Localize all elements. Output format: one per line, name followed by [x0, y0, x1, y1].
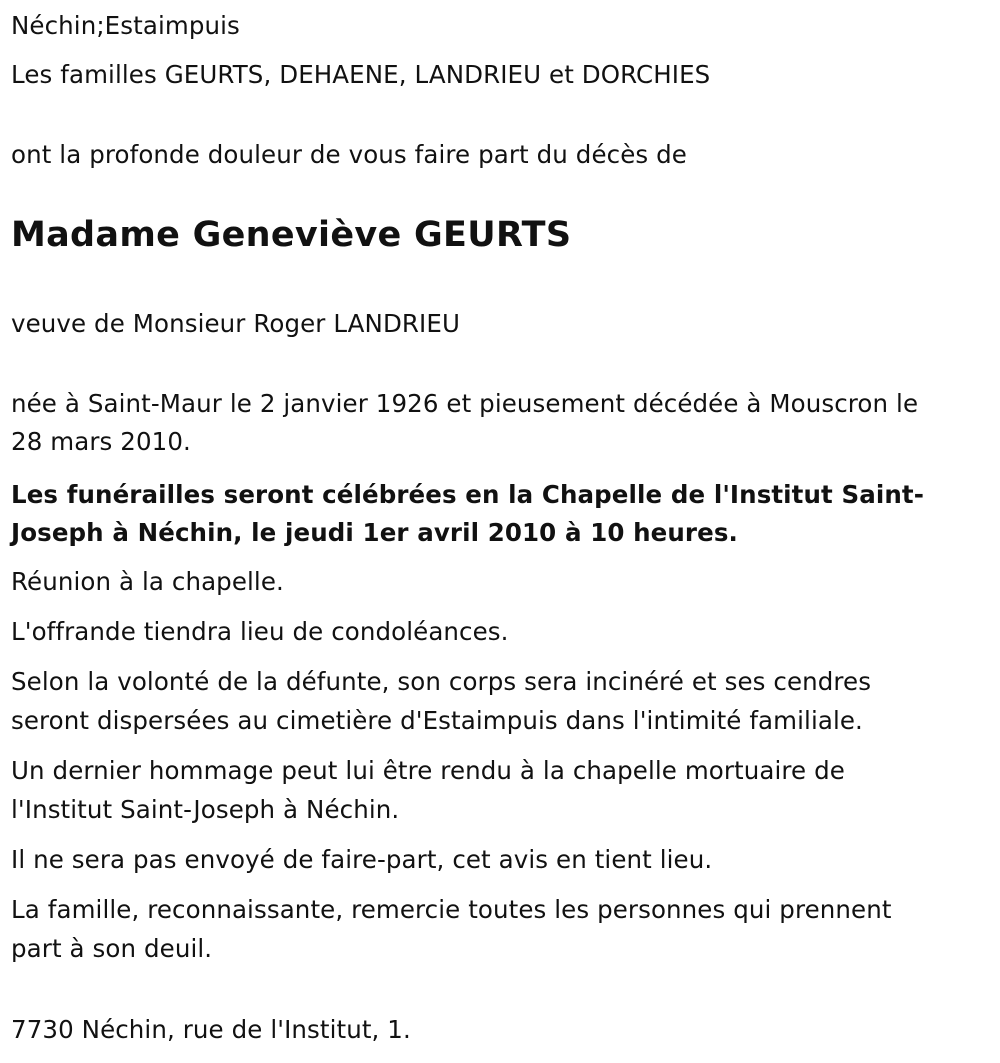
- thanks-line-1: La famille, reconnaissante, remercie toutes les personnes qui prennent: [11, 895, 892, 924]
- meeting-info: Réunion à la chapelle.: [11, 567, 284, 596]
- tribute-line-2: l'Institut Saint-Joseph à Néchin.: [11, 795, 400, 824]
- wishes-line-2: seront dispersées au cimetière d'Estaimpuis dans l'intimité familiale.: [11, 706, 863, 735]
- wishes-line-1: Selon la volonté de la défunte, son corps sera incinéré et ses cendres: [11, 667, 872, 696]
- funeral-details-line-2: Joseph à Néchin, le jeudi 1er avril 2010 à 10 heures.: [11, 518, 738, 547]
- tribute-line-1: Un dernier hommage peut lui être rendu à la chapelle mortuaire de: [11, 756, 845, 785]
- birth-death-line-2: 28 mars 2010.: [11, 427, 191, 456]
- families-line: Les familles GEURTS, DEHAENE, LANDRIEU et DORCHIES: [11, 60, 711, 89]
- thanks-line-2: part à son deuil.: [11, 934, 213, 963]
- widow-of: veuve de Monsieur Roger LANDRIEU: [11, 309, 460, 338]
- offering-info: L'offrande tiendra lieu de condoléances.: [11, 617, 509, 646]
- notice-line: Il ne sera pas envoyé de faire-part, cet avis en tient lieu.: [11, 845, 713, 874]
- address-footer: 7730 Néchin, rue de l'Institut, 1.: [11, 1015, 411, 1044]
- funeral-details-line-1: Les funérailles seront célébrées en la Chapelle de l'Institut Saint-: [11, 480, 924, 509]
- locations-header: Néchin;Estaimpuis: [11, 11, 240, 40]
- announcement-intro: ont la profonde douleur de vous faire part du décès de: [11, 140, 687, 169]
- deceased-name: Madame Geneviève GEURTS: [11, 215, 572, 255]
- birth-death-line-1: née à Saint-Maur le 2 janvier 1926 et pieusement décédée à Mouscron le: [11, 389, 919, 418]
